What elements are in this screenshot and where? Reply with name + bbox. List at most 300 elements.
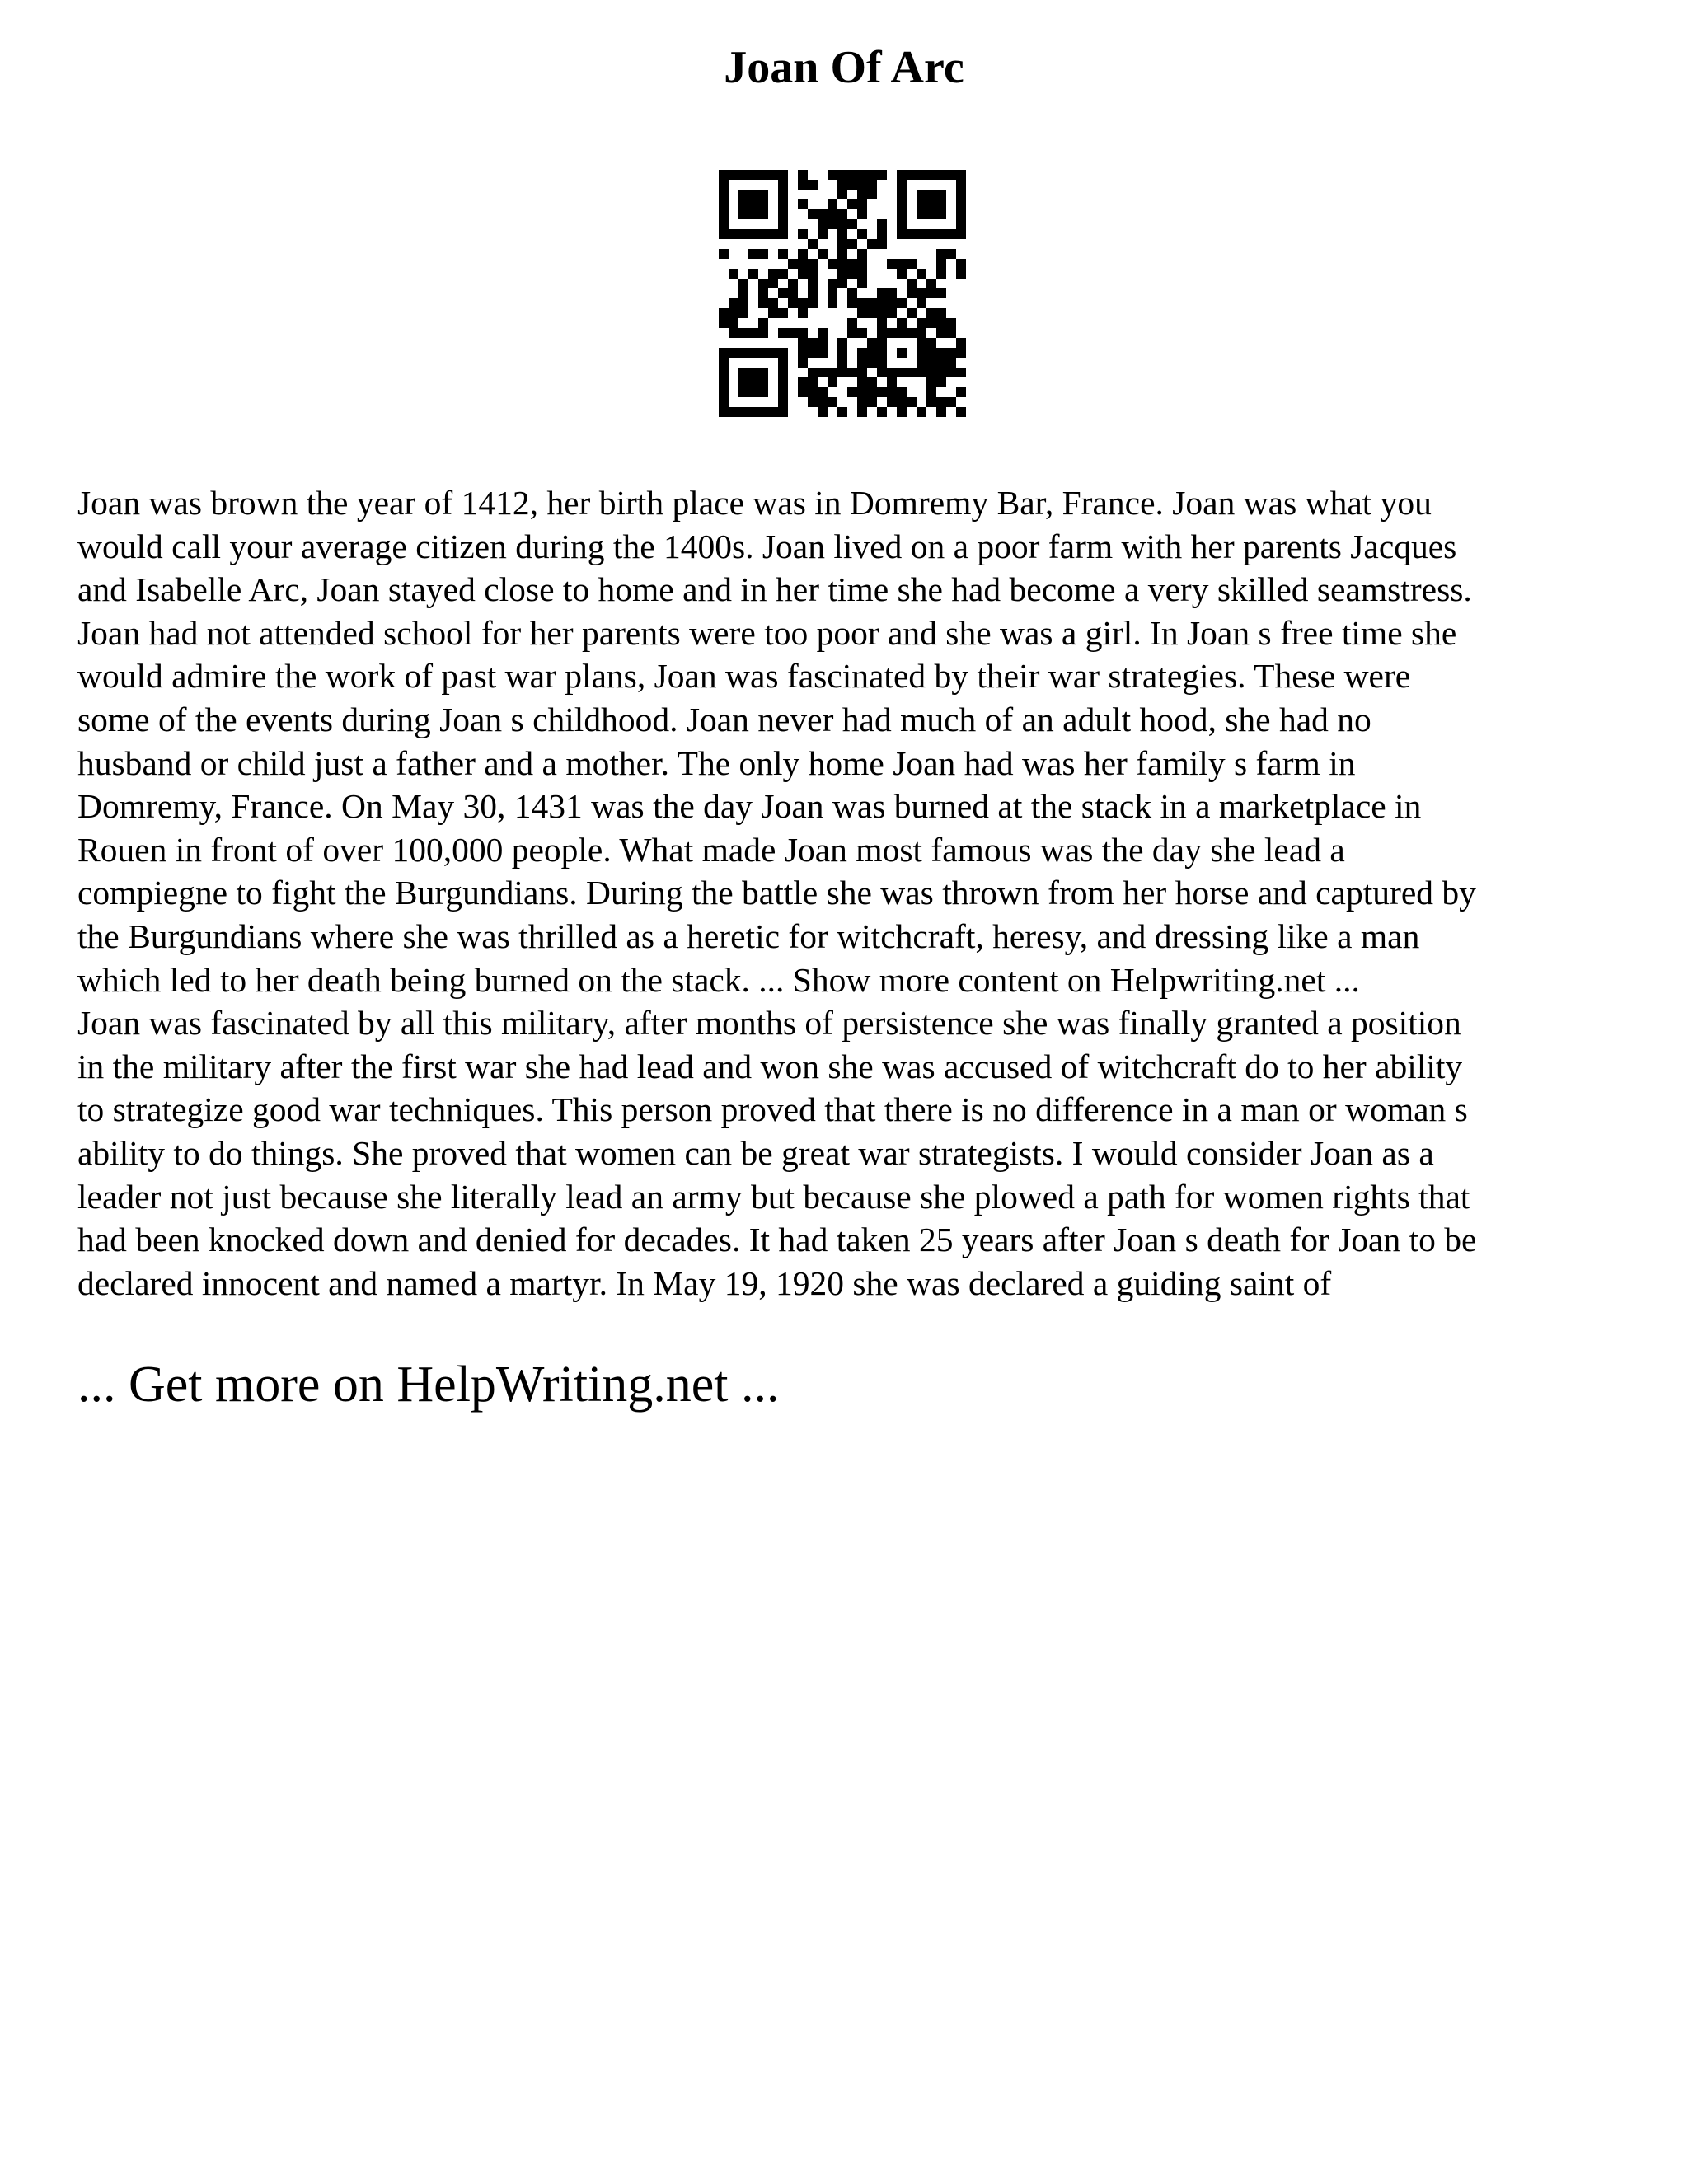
- qr-module: [857, 358, 867, 368]
- qr-module: [818, 249, 828, 259]
- qr-module: [837, 239, 847, 249]
- qr-module: [877, 288, 887, 298]
- qr-module: [867, 298, 877, 308]
- qr-module: [857, 377, 867, 387]
- qr-module: [897, 219, 907, 229]
- qr-module: [778, 377, 788, 387]
- qr-module: [917, 407, 926, 417]
- qr-module: [926, 190, 936, 199]
- qr-module: [926, 397, 936, 407]
- qr-module: [847, 259, 857, 269]
- body-line: to strategize good war techniques. This person proved that there is no difference in a man or woman s: [77, 1090, 1468, 1129]
- qr-module: [847, 298, 857, 308]
- qr-module: [768, 170, 778, 180]
- qr-module: [828, 368, 837, 377]
- qr-module: [926, 308, 936, 318]
- qr-module: [926, 358, 936, 368]
- qr-module: [818, 407, 828, 417]
- qr-module: [897, 368, 907, 377]
- qr-module: [956, 209, 966, 219]
- qr-module: [738, 298, 748, 308]
- qr-module: [847, 288, 857, 298]
- body-line: Joan was fascinated by all this military, after months of persistence she was finally granted a position: [77, 1004, 1461, 1043]
- qr-module: [867, 387, 877, 397]
- qr-module: [887, 308, 897, 318]
- qr-module: [719, 199, 729, 209]
- qr-module: [798, 377, 808, 387]
- qr-module: [778, 190, 788, 199]
- qr-module: [857, 328, 867, 338]
- qr-module: [719, 180, 729, 190]
- qr-module: [887, 259, 897, 269]
- qr-module: [867, 190, 877, 199]
- qr-module: [877, 219, 887, 229]
- qr-module: [946, 318, 956, 328]
- qr-module: [729, 328, 738, 338]
- qr-module: [887, 368, 897, 377]
- qr-module: [847, 199, 857, 209]
- qr-module: [798, 298, 808, 308]
- qr-module: [748, 249, 758, 259]
- qr-module: [768, 407, 778, 417]
- qr-module: [808, 368, 818, 377]
- qr-module: [926, 377, 936, 387]
- qr-module: [729, 269, 738, 279]
- body-line: Joan was brown the year of 1412, her birth place was in Domremy Bar, France. Joan was what you: [77, 484, 1432, 522]
- qr-module: [738, 199, 748, 209]
- qr-module: [719, 190, 729, 199]
- qr-module: [936, 328, 946, 338]
- body-line: would admire the work of past war plans, Joan was fascinated by their war strategies. These were: [77, 657, 1411, 696]
- qr-module: [837, 269, 847, 279]
- qr-module: [956, 269, 966, 279]
- qr-module: [887, 328, 897, 338]
- qr-module: [847, 368, 857, 377]
- qr-module: [837, 249, 847, 259]
- qr-module: [897, 318, 907, 328]
- body-line: in the military after the first war she had lead and won she was accused of witchcraft do to her ability: [77, 1047, 1463, 1085]
- qr-module: [897, 348, 907, 358]
- qr-module: [748, 328, 758, 338]
- qr-module: [946, 170, 956, 180]
- qr-module: [748, 229, 758, 239]
- qr-module: [798, 199, 808, 209]
- qr-module: [738, 328, 748, 338]
- qr-module: [758, 190, 768, 199]
- qr-module: [808, 298, 818, 308]
- qr-module: [828, 259, 837, 269]
- qr-module: [798, 170, 808, 180]
- qr-module: [738, 308, 748, 318]
- qr-module: [828, 219, 837, 229]
- qr-module: [748, 170, 758, 180]
- qr-module: [758, 199, 768, 209]
- qr-module: [788, 328, 798, 338]
- qr-module: [867, 397, 877, 407]
- qr-module: [946, 328, 956, 338]
- qr-module: [897, 209, 907, 219]
- qr-module: [837, 209, 847, 219]
- qr-module: [936, 249, 946, 259]
- qr-module: [788, 288, 798, 298]
- qr-module: [897, 170, 907, 180]
- qr-module: [897, 190, 907, 199]
- body-line: some of the events during Joan s childhood. Joan never had much of an adult hood, she had no: [77, 700, 1372, 738]
- qr-module: [907, 288, 917, 298]
- qr-module: [748, 387, 758, 397]
- qr-module: [837, 348, 847, 358]
- qr-module: [798, 338, 808, 348]
- qr-module: [917, 338, 926, 348]
- qr-module: [936, 407, 946, 417]
- qr-module: [778, 368, 788, 377]
- qr-module: [758, 298, 768, 308]
- qr-module: [748, 209, 758, 219]
- body-line: Rouen in front of over 100,000 people. What made Joan most famous was the day she lead a: [77, 830, 1345, 869]
- qr-module: [719, 407, 729, 417]
- qr-module: [738, 377, 748, 387]
- body-line: husband or child just a father and a mother. The only home Joan had was her family s farm in: [77, 743, 1356, 782]
- qr-module: [897, 387, 907, 397]
- qr-module: [857, 180, 867, 190]
- qr-module: [907, 368, 917, 377]
- qr-module: [778, 387, 788, 397]
- qr-module: [847, 180, 857, 190]
- qr-module: [936, 348, 946, 358]
- qr-module: [936, 358, 946, 368]
- qr-module: [798, 348, 808, 358]
- qr-module: [818, 219, 828, 229]
- qr-module: [818, 387, 828, 397]
- body-line: which led to her death being burned on the stack. ... Show more content on Helpwriting.net ...: [77, 960, 1360, 999]
- body-line: the Burgundians where she was thrilled as a heretic for witchcraft, heresy, and dressing like a man: [77, 916, 1420, 955]
- qr-module: [956, 259, 966, 269]
- qr-module: [719, 219, 729, 229]
- qr-module: [748, 190, 758, 199]
- qr-module: [837, 219, 847, 229]
- qr-module: [857, 348, 867, 358]
- qr-module: [926, 229, 936, 239]
- qr-module: [837, 338, 847, 348]
- essay-body: [77, 481, 1627, 1305]
- qr-module: [719, 229, 729, 239]
- qr-module: [867, 239, 877, 249]
- qr-module: [857, 368, 867, 377]
- qr-module: [758, 209, 768, 219]
- qr-module: [758, 288, 768, 298]
- qr-module: [837, 229, 847, 239]
- qr-module: [926, 387, 936, 397]
- qr-module: [778, 407, 788, 417]
- qr-module: [847, 328, 857, 338]
- qr-module: [738, 209, 748, 219]
- qr-module: [719, 368, 729, 377]
- qr-module: [808, 338, 818, 348]
- qr-module: [778, 229, 788, 239]
- qr-module: [778, 328, 788, 338]
- qr-module: [917, 318, 926, 328]
- qr-module: [837, 170, 847, 180]
- qr-module: [818, 229, 828, 239]
- qr-module: [857, 259, 867, 269]
- qr-module: [738, 368, 748, 377]
- qr-module: [837, 407, 847, 417]
- qr-module: [936, 397, 946, 407]
- qr-module: [956, 219, 966, 229]
- qr-module: [758, 377, 768, 387]
- qr-module: [738, 279, 748, 288]
- qr-module: [907, 229, 917, 239]
- qr-module: [946, 249, 956, 259]
- body-line: compiegne to fight the Burgundians. During the battle she was thrown from her horse and captured by: [77, 874, 1476, 912]
- qr-module: [857, 170, 867, 180]
- qr-module: [907, 328, 917, 338]
- qr-module: [798, 249, 808, 259]
- qr-module: [917, 328, 926, 338]
- qr-module: [738, 348, 748, 358]
- qr-module: [897, 199, 907, 209]
- qr-module: [936, 229, 946, 239]
- qr-module: [956, 387, 966, 397]
- qr-module: [729, 308, 738, 318]
- qr-module: [837, 368, 847, 377]
- qr-module: [956, 229, 966, 239]
- qr-module: [897, 269, 907, 279]
- qr-module: [907, 170, 917, 180]
- qr-module: [758, 387, 768, 397]
- qr-module: [926, 170, 936, 180]
- qr-module: [808, 288, 818, 298]
- qr-module: [748, 348, 758, 358]
- qr-module: [926, 318, 936, 328]
- qr-module: [917, 199, 926, 209]
- qr-module: [738, 170, 748, 180]
- qr-module: [926, 199, 936, 209]
- qr-module: [867, 338, 877, 348]
- qr-module: [926, 288, 936, 298]
- qr-module: [857, 298, 867, 308]
- qr-module: [719, 249, 729, 259]
- qr-module: [917, 298, 926, 308]
- qr-module: [936, 288, 946, 298]
- qr-module: [857, 209, 867, 219]
- qr-module: [936, 269, 946, 279]
- qr-module: [857, 269, 867, 279]
- qr-module: [719, 348, 729, 358]
- qr-module: [897, 259, 907, 269]
- qr-module: [768, 269, 778, 279]
- qr-module: [917, 348, 926, 358]
- qr-module: [857, 279, 867, 288]
- qr-module: [768, 229, 778, 239]
- qr-module: [877, 368, 887, 377]
- qr-module: [907, 279, 917, 288]
- qr-module: [778, 288, 788, 298]
- qr-module: [857, 229, 867, 239]
- qr-module: [877, 318, 887, 328]
- qr-module: [847, 387, 857, 397]
- qr-module: [778, 348, 788, 358]
- qr-module: [857, 387, 867, 397]
- qr-module: [758, 170, 768, 180]
- qr-module: [837, 259, 847, 269]
- qr-module: [936, 377, 946, 387]
- qr-module: [788, 298, 798, 308]
- qr-module: [778, 209, 788, 219]
- qr-module: [818, 348, 828, 358]
- qr-module: [778, 219, 788, 229]
- qr-module: [917, 229, 926, 239]
- qr-module: [719, 318, 729, 328]
- qr-module: [729, 170, 738, 180]
- qr-module: [956, 338, 966, 348]
- qr-module: [768, 279, 778, 288]
- qr-module: [778, 180, 788, 190]
- qr-module: [828, 170, 837, 180]
- qr-module: [729, 298, 738, 308]
- qr-module: [917, 288, 926, 298]
- qr-module: [788, 279, 798, 288]
- qr-module: [907, 259, 917, 269]
- qr-module: [917, 190, 926, 199]
- qr-module: [729, 407, 738, 417]
- qr-module: [758, 407, 768, 417]
- qr-module: [778, 170, 788, 180]
- qr-module: [758, 348, 768, 358]
- qr-module: [847, 219, 857, 229]
- qr-module: [837, 358, 847, 368]
- qr-module: [808, 397, 818, 407]
- qr-module: [818, 368, 828, 377]
- qr-module: [897, 397, 907, 407]
- qr-module: [828, 377, 837, 387]
- qr-code: [719, 170, 966, 417]
- qr-module: [946, 358, 956, 368]
- qr-module: [798, 358, 808, 368]
- qr-module: [956, 199, 966, 209]
- qr-module: [897, 328, 907, 338]
- qr-module: [847, 170, 857, 180]
- qr-module: [808, 377, 818, 387]
- qr-module: [738, 190, 748, 199]
- qr-module: [768, 308, 778, 318]
- qr-module: [847, 318, 857, 328]
- qr-module: [936, 170, 946, 180]
- qr-module: [738, 387, 748, 397]
- qr-module: [887, 397, 897, 407]
- qr-module: [946, 397, 956, 407]
- qr-module: [818, 397, 828, 407]
- qr-module: [808, 269, 818, 279]
- qr-module: [778, 249, 788, 259]
- qr-module: [936, 308, 946, 318]
- qr-module: [719, 209, 729, 219]
- qr-module: [877, 328, 887, 338]
- qr-module: [758, 368, 768, 377]
- qr-module: [748, 269, 758, 279]
- qr-module: [818, 338, 828, 348]
- qr-module: [748, 377, 758, 387]
- qr-module: [729, 229, 738, 239]
- qr-module: [808, 348, 818, 358]
- qr-module: [828, 279, 837, 288]
- qr-module: [936, 259, 946, 269]
- page-title: Joan Of Arc: [724, 42, 964, 93]
- qr-module: [778, 269, 788, 279]
- qr-module: [808, 387, 818, 397]
- qr-module: [837, 279, 847, 288]
- qr-module: [808, 279, 818, 288]
- qr-module: [887, 298, 897, 308]
- qr-module: [877, 407, 887, 417]
- qr-module: [729, 318, 738, 328]
- qr-module: [936, 368, 946, 377]
- qr-module: [956, 170, 966, 180]
- qr-module: [946, 348, 956, 358]
- qr-module: [778, 199, 788, 209]
- qr-module: [847, 269, 857, 279]
- qr-module: [887, 288, 897, 298]
- qr-module: [837, 190, 847, 199]
- qr-module: [719, 387, 729, 397]
- qr-module: [808, 180, 818, 190]
- qr-module: [828, 209, 837, 219]
- qr-module: [946, 229, 956, 239]
- qr-module: [808, 259, 818, 269]
- qr-module: [877, 308, 887, 318]
- qr-module: [729, 348, 738, 358]
- qr-module: [926, 338, 936, 348]
- qr-module: [857, 190, 867, 199]
- qr-module: [956, 407, 966, 417]
- qr-module: [956, 180, 966, 190]
- qr-module: [926, 368, 936, 377]
- qr-module: [867, 358, 877, 368]
- qr-module: [867, 377, 877, 387]
- get-more-link[interactable]: ... Get more on HelpWriting.net ...: [77, 1357, 780, 1413]
- qr-module: [738, 288, 748, 298]
- qr-module: [818, 209, 828, 219]
- body-line: and Isabelle Arc, Joan stayed close to home and in her time she had become a very skilled seamstress.: [77, 570, 1472, 609]
- qr-module: [926, 209, 936, 219]
- qr-module: [828, 298, 837, 308]
- qr-module: [926, 348, 936, 358]
- qr-module: [867, 170, 877, 180]
- qr-module: [808, 239, 818, 249]
- qr-module: [897, 229, 907, 239]
- qr-module: [768, 348, 778, 358]
- qr-module: [778, 358, 788, 368]
- qr-module: [738, 229, 748, 239]
- qr-module: [758, 249, 768, 259]
- qr-module: [768, 298, 778, 308]
- qr-module: [877, 358, 887, 368]
- qr-module: [719, 377, 729, 387]
- qr-module: [907, 308, 917, 318]
- qr-module: [828, 288, 837, 298]
- qr-module: [719, 397, 729, 407]
- qr-module: [956, 368, 966, 377]
- qr-module: [758, 279, 768, 288]
- qr-module: [798, 328, 808, 338]
- qr-module: [917, 358, 926, 368]
- qr-module: [857, 397, 867, 407]
- qr-module: [926, 279, 936, 288]
- qr-module: [798, 229, 808, 239]
- qr-module: [887, 387, 897, 397]
- qr-module: [847, 239, 857, 249]
- qr-module: [877, 387, 887, 397]
